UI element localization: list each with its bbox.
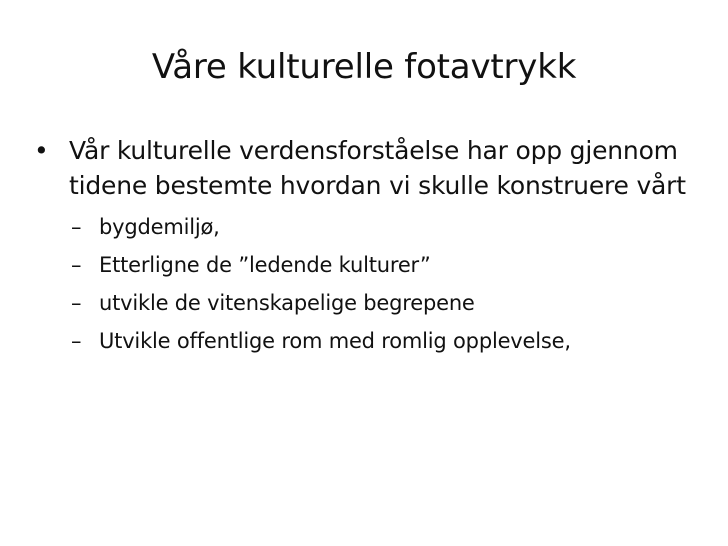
sub-bullet-item xyxy=(71,252,694,278)
bullet-text: Vår kulturelle verdensforståelse har opp gjennom tidene bestemte hvordan vi skulle konstruere vårt xyxy=(69,136,686,200)
slide-content xyxy=(34,133,694,366)
sub-bullet-list xyxy=(34,214,694,354)
sub-bullet-text: Etterligne de ”ledende kulturer” xyxy=(99,253,431,277)
sub-bullet-item xyxy=(71,214,694,240)
sub-bullet-text: utvikle de vitenskapelige begrepene xyxy=(99,291,475,315)
dash-marker: – xyxy=(71,291,82,315)
sub-bullet-item xyxy=(71,290,694,316)
sub-bullet-text: bygdemiljø, xyxy=(99,215,220,239)
bullet-item xyxy=(34,133,694,203)
sub-bullet-item xyxy=(71,328,694,354)
slide-title: Våre kulturelle fotavtrykk xyxy=(151,47,577,87)
dash-marker: – xyxy=(71,329,82,353)
dash-marker: – xyxy=(71,253,82,277)
bullet-marker: • xyxy=(34,136,49,165)
sub-bullet-text: Utvikle offentlige rom med romlig opplevelse, xyxy=(99,329,571,353)
dash-marker: – xyxy=(71,215,82,239)
